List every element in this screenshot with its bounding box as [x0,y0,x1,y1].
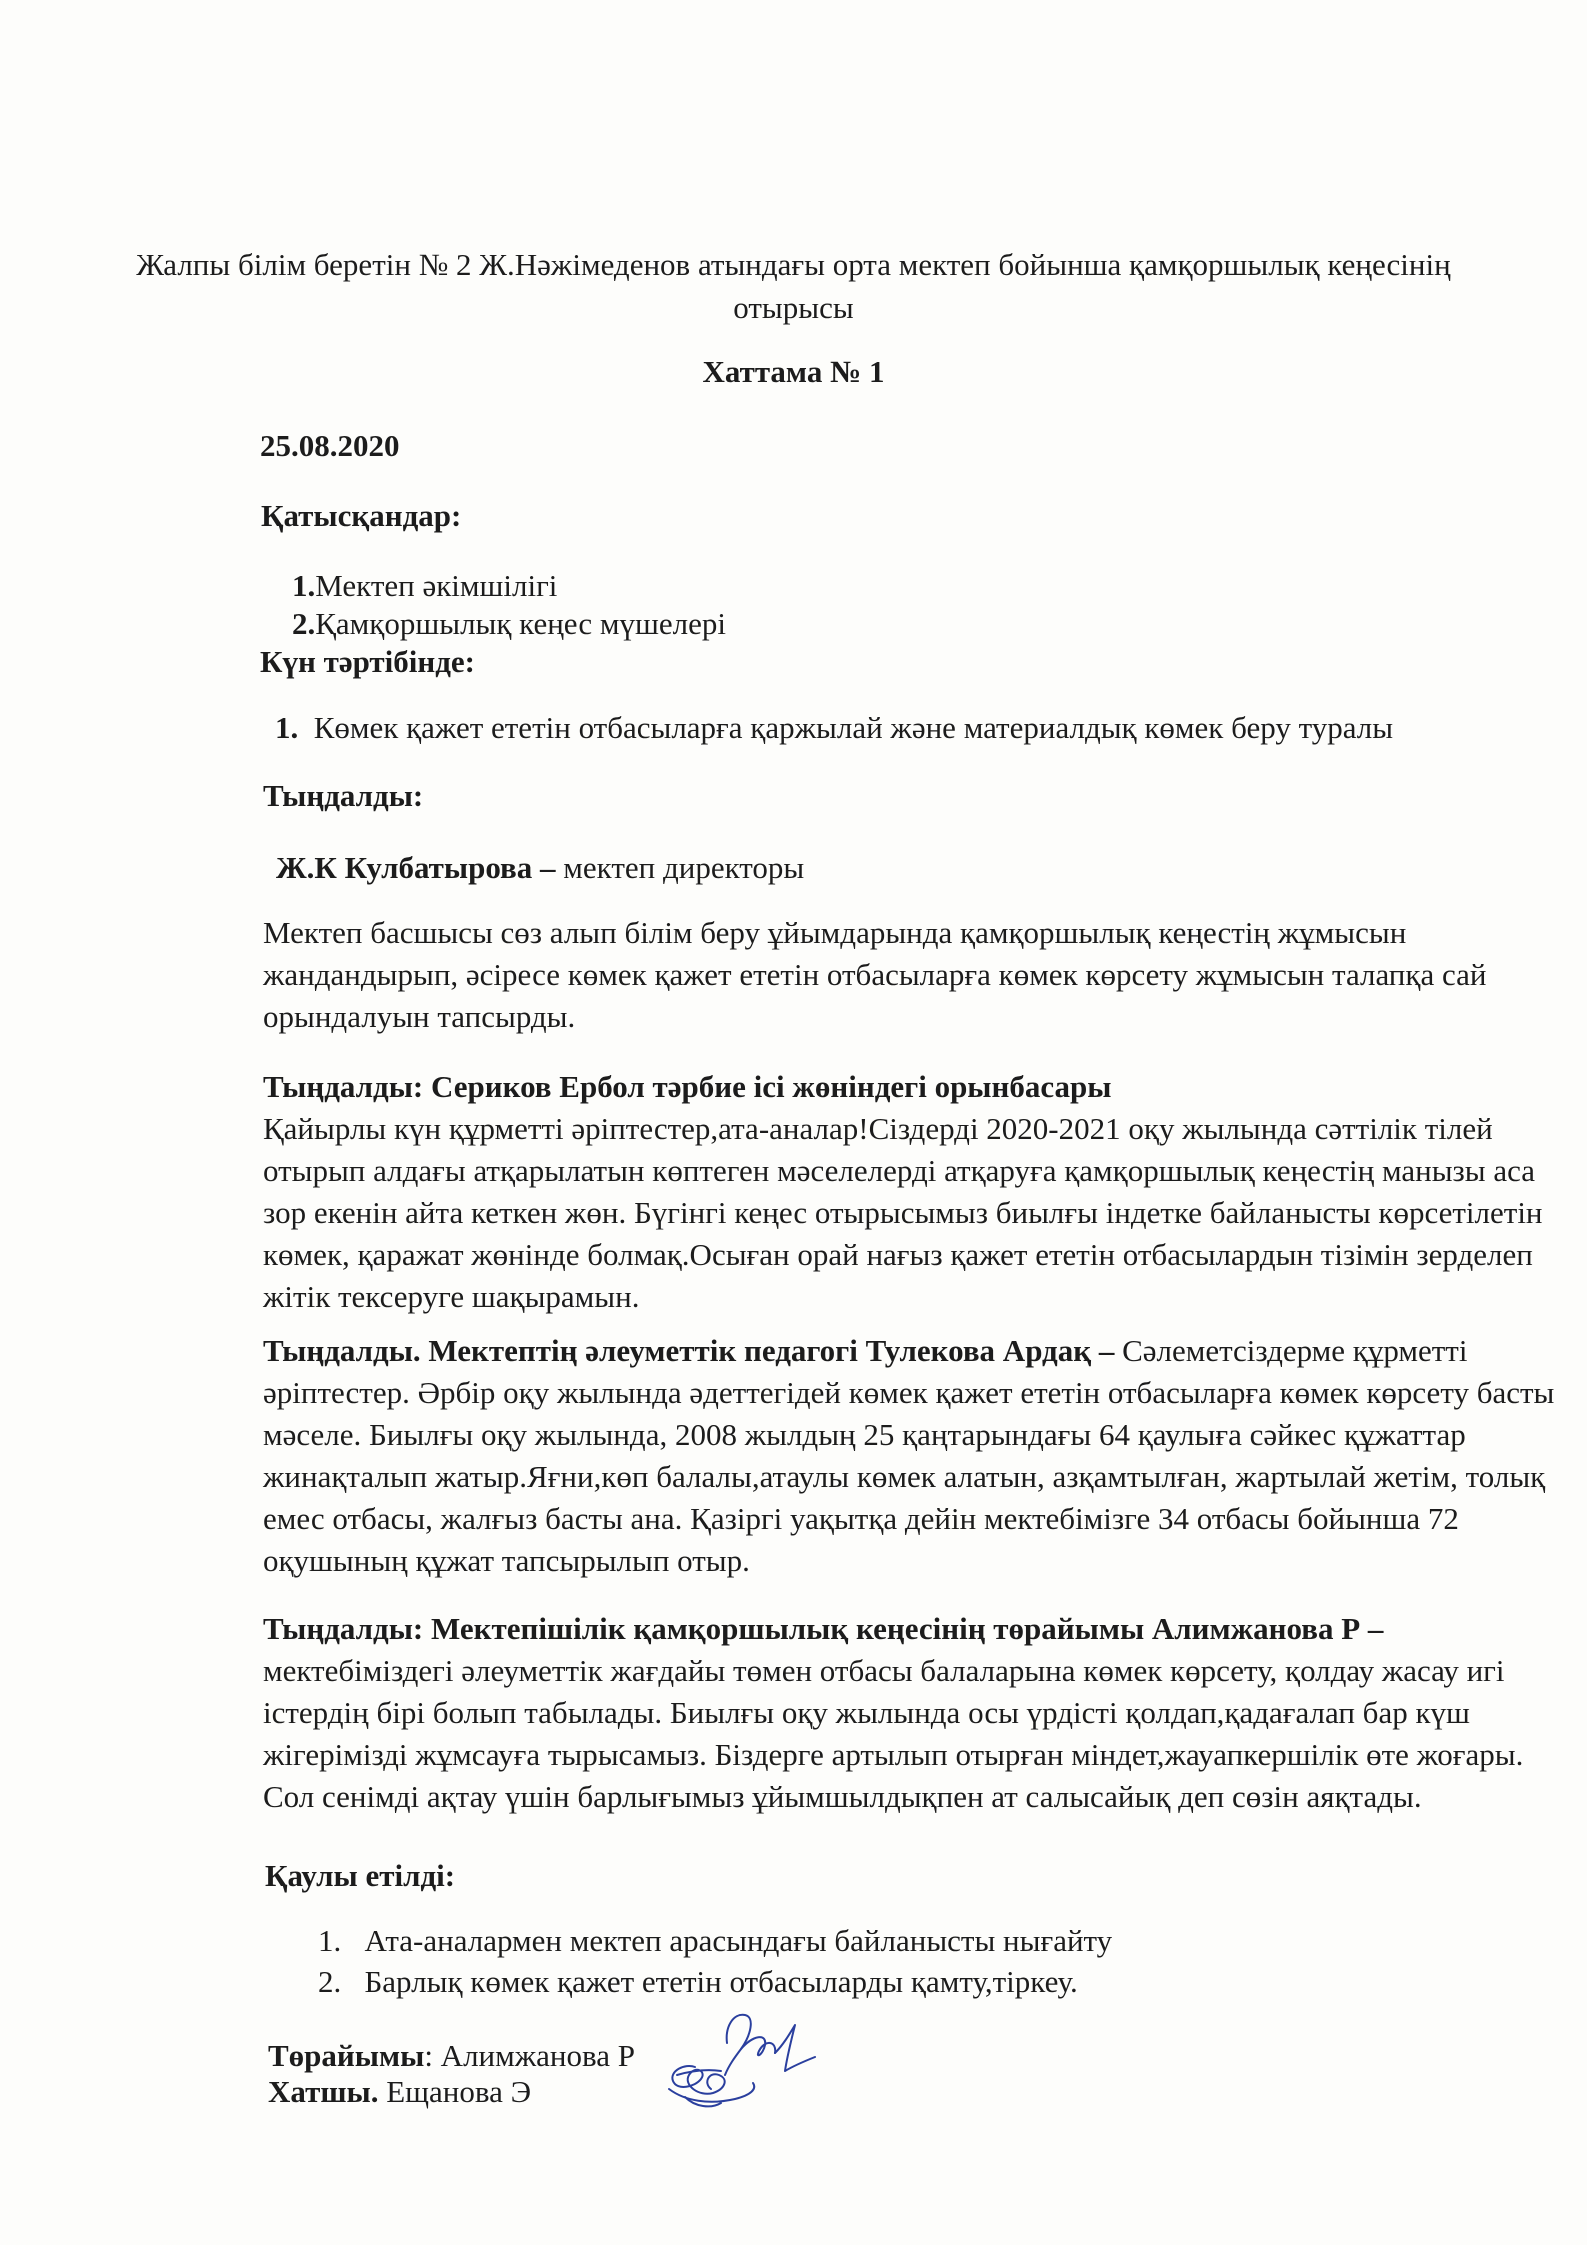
header-line-2: отырысы [733,290,854,325]
speaker1-paragraph: Мектеп басшысы сөз алып білім беру ұйымдарында қамқоршылық кеңестің жұмысын жандандырып, әсіресе көмек қажет ететін отбасыларға көмек көрсету жұмысын талапқа сай орындалуын тапсырды. [263,915,1487,1034]
protocol-title: Хаттама № 1 [702,354,885,389]
chair-signature-line: Төрайымы: Алимжанова Р [268,2038,635,2073]
speaker3-block: Тыңдалды. Мектептің әлеуметтік педагогі Тулекова Ардақ – Сәлеметсіздерме құрметті әріптестер. Әрбір оқу жылында әдеттегідей көмек қажет ететін отбасыларға көмек көрсету басты мәселе. Биылғы оқу жылында, 2008 жылдың 25 қаңтарындағы 64 қаулыға сәйкес құжаттар жинақталып жатыр.Яғни,көп балалы,атаулы көмек алатын, азқамтылған, жартылай жетім, толық емес отбасы, жалғыз басты ана. Қазіргі уақытқа дейін мектебімізге 34 отбасы бойынша 72 оқушының құжат тапсырылып отыр. [263,1330,1587,1582]
heard-heading: Тыңдалды: [263,778,424,813]
speaker1-heading: Ж.К Кулбатырова – мектеп директоры [276,850,805,885]
header-line-1: Жалпы білім беретін № 2 Ж.Нәжімеденов атындағы орта мектеп бойынша қамқоршылық кеңесінің [136,247,1451,282]
speaker3-heading: Тыңдалды. Мектептің әлеуметтік педагогі Тулекова Ардақ – Сәлеметсіздерме құрметті [263,1333,1468,1368]
agenda-item: 1. Көмек қажет ететін отбасыларға қаржылай және материалдық көмек беру туралы [275,710,1394,745]
secretary-signature-line: Хатшы. Ещанова Э [268,2074,532,2109]
speaker2-block: Тыңдалды: Сериков Ербол тәрбие ісі жөніндегі орынбасары Қайырлы күн құрметті әріптестер,ата-аналар!Сіздерді 2020-2021 оқу жылында сәттілік тілей отырып алдағы атқарылатын көптеген мәселелерді атқаруға қамқоршылық кеңестің манызы аса зор екенін айта кеткен жөн. Бүгінгі кеңес отырысымыз биылғы індетке байланысты көрсетілетін көмек, қаражат жөнінде болмақ.Осыған орай нағыз қажет ететін отбасылардын тізімін зерделеп жітік тексеруге шақырамын. [263,1066,1587,1318]
protocol-date: 25.08.2020 [260,428,400,463]
speaker4-heading: Тыңдалды: Мектепішілік қамқоршылық кеңесінің төрайымы Алимжанова Р – [263,1611,1384,1646]
speaker4-block: Тыңдалды: Мектепішілік қамқоршылық кеңесінің төрайымы Алимжанова Р – мектебіміздегі әлеуметтік жағдайы төмен отбасы балаларына көмек көрсету, қолдау жасау игі істердің бірі болып табылады. Биылғы оқу жылында осы үрдісті қолдап,қадағалап бар күш жігерімізді жұмсауға тырысамыз. Біздерге артылып отырған міндет,жауапкершілік өте жоғары. Сол сенімді ақтау үшін барлығымыз ұйымшылдықпен ат салысайық деп сөзін аяқтады. [263,1608,1587,1818]
resolution-item: 1. Ата-аналармен мектеп арасындағы байланысты нығайту [318,1923,1113,1958]
handwritten-signature [655,2005,835,2115]
resolution-heading: Қаулы етілді: [265,1858,456,1893]
participants-item: 2.Қамқоршылық кеңес мүшелері [292,606,726,641]
speaker2-heading: Тыңдалды: Сериков Ербол тәрбие ісі жөніндегі орынбасары [263,1069,1112,1104]
agenda-heading: Күн тәртібінде: [260,644,475,679]
participants-item: 1.Мектеп әкімшілігі [292,568,558,603]
resolution-item: 2. Барлық көмек қажет ететін отбасыларды қамту,тіркеу. [318,1964,1078,1999]
participants-heading: Қатысқандар: [261,498,462,533]
